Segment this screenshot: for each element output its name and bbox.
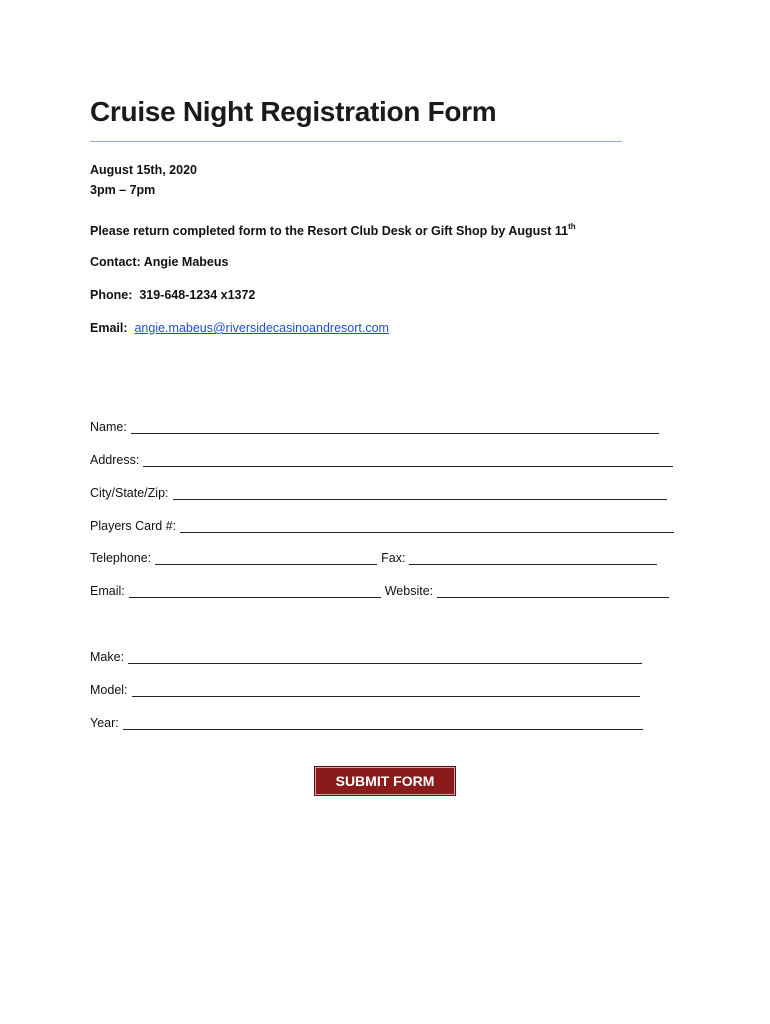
email-link[interactable]: angie.mabeus@riversidecasinoandresort.com	[134, 321, 389, 335]
return-note	[90, 222, 576, 238]
contact-label: Contact:	[90, 255, 141, 269]
name-input[interactable]	[131, 422, 659, 434]
email-input[interactable]	[129, 586, 381, 598]
address-input[interactable]	[143, 455, 673, 467]
telephone-input[interactable]	[155, 553, 377, 565]
email-label: Email:	[90, 321, 128, 335]
address-label: Address:	[90, 453, 140, 467]
make-label: Make:	[90, 650, 125, 664]
title-divider	[90, 141, 622, 142]
telephone-fax-row	[90, 551, 657, 565]
make-input[interactable]	[128, 652, 642, 664]
make-field	[90, 650, 642, 664]
players-card-input[interactable]	[180, 521, 674, 533]
fax-input[interactable]	[409, 553, 657, 565]
name-field	[90, 420, 659, 434]
year-label: Year:	[90, 716, 119, 730]
address-field	[90, 453, 673, 467]
phone-label: Phone:	[90, 288, 133, 302]
contact-line	[90, 255, 228, 269]
players-card-field	[90, 519, 674, 533]
city-state-zip-field	[90, 486, 667, 500]
telephone-label: Telephone:	[90, 551, 152, 565]
page-title: Cruise Night Registration Form	[90, 96, 497, 127]
event-time: 3pm – 7pm	[90, 183, 156, 197]
website-input[interactable]	[437, 586, 669, 598]
email-field-label: Email:	[90, 584, 125, 598]
email-website-row	[90, 584, 669, 598]
city-state-zip-label: City/State/Zip:	[90, 486, 169, 500]
email-line	[90, 321, 389, 335]
players-card-label: Players Card #:	[90, 519, 177, 533]
model-label: Model:	[90, 683, 128, 697]
model-input[interactable]	[132, 685, 640, 697]
return-note-suffix: th	[568, 222, 576, 231]
year-input[interactable]	[123, 718, 643, 730]
name-label: Name:	[90, 420, 127, 434]
event-date: August 15th, 2020	[90, 163, 197, 177]
submit-form-button[interactable]: SUBMIT FORM	[314, 766, 456, 796]
website-label: Website:	[384, 584, 434, 598]
contact-name: Angie Mabeus	[143, 255, 229, 269]
model-field	[90, 683, 640, 697]
return-note-text: Please return completed form to the Resort Club Desk or Gift Shop by August 11	[90, 224, 569, 238]
year-field	[90, 716, 643, 730]
phone-line	[90, 288, 255, 302]
city-state-zip-input[interactable]	[173, 488, 667, 500]
fax-label: Fax:	[381, 551, 406, 565]
phone-number: 319-648-1234 x1372	[139, 288, 256, 302]
